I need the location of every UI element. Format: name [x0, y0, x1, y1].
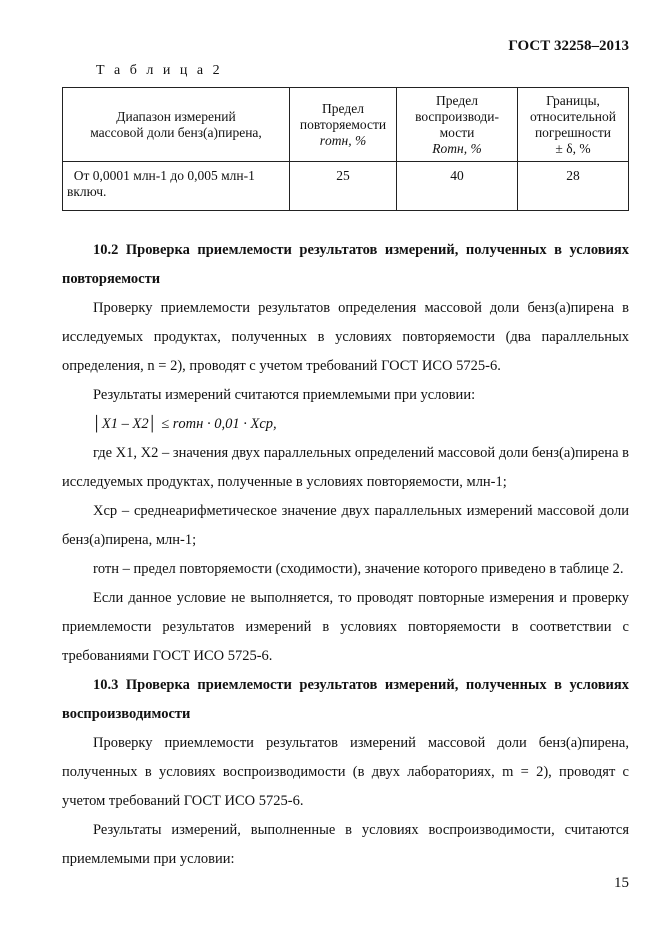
table-caption: Т а б л и ц а 2: [96, 63, 223, 78]
limits-table: [62, 87, 629, 211]
cell-error-bounds: 28: [518, 162, 629, 211]
section-10-2-paragraph-1: Проверку приемлемости результатов определения массовой доли бенз(а)пирена в исследуемых продуктах, полученных в условиях повторяемости (два параллельных определения, n = 2), проводят с учетом требований ГОСТ ИСО 5725-6.: [62, 300, 629, 374]
section-10-2-paragraph-3: где X1, X2 – значения двух параллельных определений массовой доли бенз(а)пирена в исследуемых продуктах, полученные в условиях повторяемости, млн-1;: [62, 445, 629, 490]
section-10-2-paragraph-2: Результаты измерений считаются приемлемыми при условии:: [93, 387, 476, 403]
document-header: ГОСТ 32258–2013: [508, 38, 629, 54]
header-repeatability: Предел повторяемости rотн, %: [290, 88, 397, 162]
header-reproducibility: Предел воспроизводи- мости Rотн, %: [397, 88, 518, 162]
page-number: 15: [614, 875, 629, 891]
table-header-row: [63, 88, 629, 162]
cell-reproducibility: 40: [397, 162, 518, 211]
section-10-2-paragraph-5: rотн – предел повторяемости (сходимости), значение которого приведено в таблице 2.: [93, 561, 624, 577]
section-10-3-paragraph-1: Проверку приемлемости результатов измерений массовой доли бенз(а)пирена, полученных в условиях воспроизводимости (в двух лабораториях, m = 2), проводят с учетом требований ГОСТ ИСО 5725-6.: [62, 735, 629, 809]
repeatability-formula: │X1 – X2│ ≤ rотн · 0,01 · Xср,: [93, 416, 277, 432]
header-range: Диапазон измерений массовой доли бенз(а)пирена,: [63, 88, 290, 162]
section-10-3-paragraph-2: Результаты измерений, выполненные в условиях воспроизводимости, считаются приемлемыми при условии:: [62, 822, 629, 867]
document-body: [62, 236, 629, 874]
section-10-2-paragraph-4: Xср – среднеарифметическое значение двух параллельных измерений массовой доли бенз(а)пирена, млн-1;: [62, 503, 629, 548]
section-10-2-paragraph-6: Если данное условие не выполняется, то проводят повторные измерения и проверку приемлемости результатов измерений в условиях повторяемости в соответствии с требованиями ГОСТ ИСО 5725-6.: [62, 590, 629, 664]
section-10-2-heading: 10.2 Проверка приемлемости результатов измерений, полученных в условиях повторяемости: [62, 242, 629, 287]
table-row: [63, 162, 629, 211]
cell-repeatability: 25: [290, 162, 397, 211]
header-error-bounds: Границы, относительной погрешности ± δ, %: [518, 88, 629, 162]
cell-range: От 0,0001 млн-1 до 0,005 млн-1 включ.: [63, 162, 290, 211]
section-10-3-heading: 10.3 Проверка приемлемости результатов измерений, полученных в условиях воспроизводимости: [62, 677, 629, 722]
